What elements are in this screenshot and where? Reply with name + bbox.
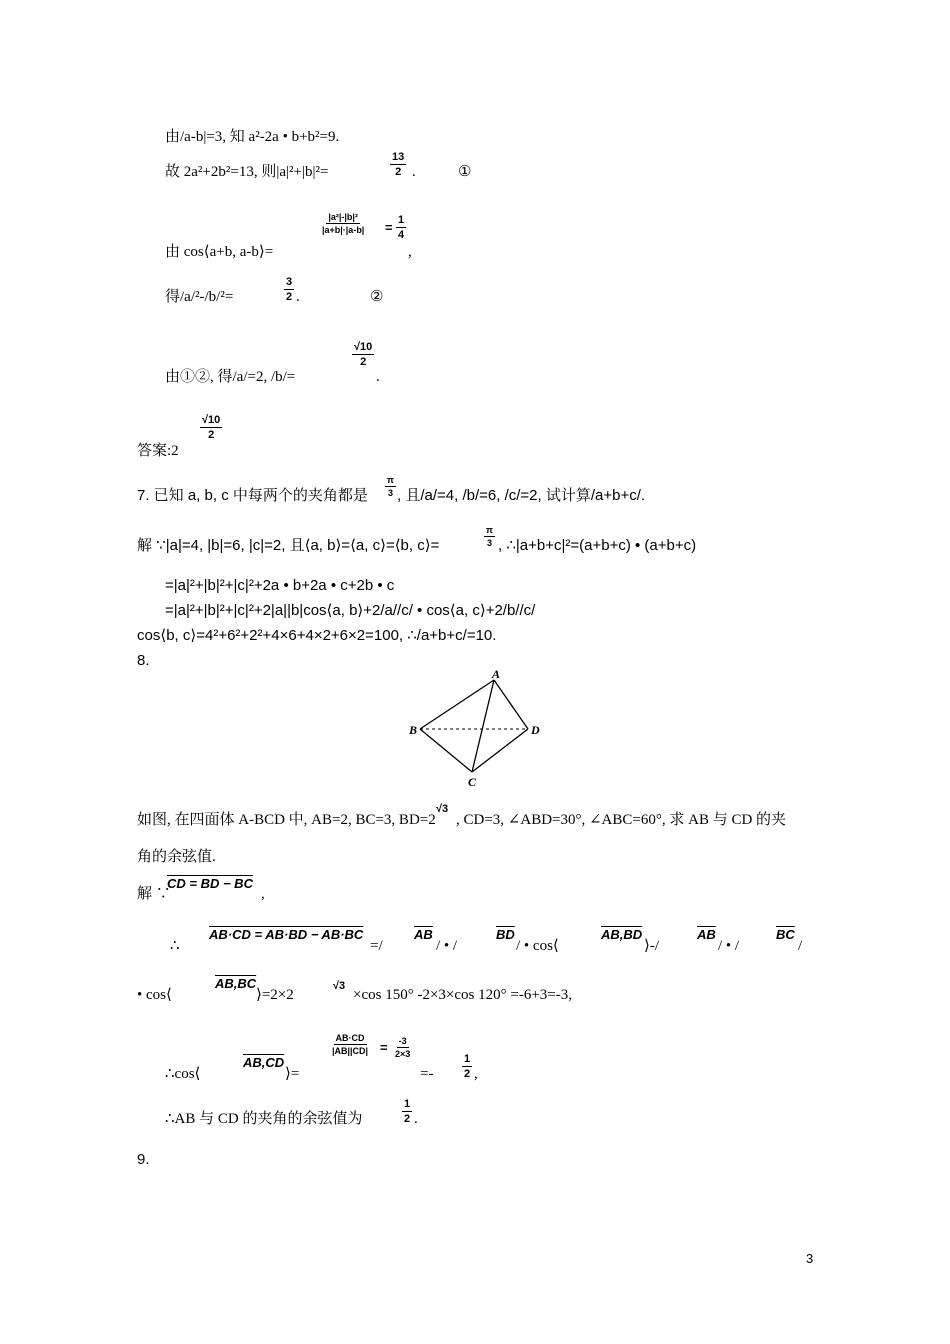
comma: ,: [474, 1066, 478, 1082]
line-4: 得/a/²-/b/²=: [165, 289, 234, 305]
sqrt-3: √3: [436, 803, 449, 815]
problem-7-solution-1: 解 ∵|a|=4, |b|=6, |c|=2, 且⟨a, b⟩=⟨a, c⟩=⟨b, c⟩=: [137, 537, 440, 554]
vector-bc: $\overline{BC}$: [776, 927, 795, 942]
problem-7-statement-tail: , 且/a/=4, /b/=6, /c/=2, 试计算/a+b+c/.: [397, 487, 646, 504]
problem-7-solution-1-tail: , ∴|a+b+c|²=(a+b+c) • (a+b+c): [498, 537, 697, 554]
circle-one: ①: [458, 164, 472, 180]
equals-minus: =-: [420, 1066, 434, 1082]
fraction-pi-over-3-b: $\frac{\pi}{3}$: [486, 525, 493, 548]
answer-line: 答案:2: [137, 443, 179, 459]
comma: ,: [408, 244, 412, 260]
equals: ⟩=: [285, 1066, 300, 1082]
line-2: 故 2a²+2b²=13, 则|a|²+|b|²=: [165, 164, 329, 180]
equals-slash: =/: [370, 938, 383, 954]
vector-ab-cd: AB,CD: [243, 1055, 285, 1070]
circle-two: ②: [370, 289, 384, 305]
vector-equation-cd: CD = BD − BC: [167, 876, 253, 891]
period: .: [412, 164, 416, 180]
fraction-1-over-2: $\frac{1}{2}$: [464, 1053, 471, 1080]
sqrt-3-b: √3: [333, 980, 346, 992]
fraction-3-over-2: $\frac{3}{2}$: [286, 276, 293, 303]
problem-9-number: 9.: [137, 1151, 150, 1168]
problem-7-statement: 7. 已知 a, b, c 中每两个的夹角都是: [137, 487, 368, 504]
fraction-13-over-2: $\frac{13}{2}$: [392, 151, 405, 178]
line-3: 由 cos⟨a+b, a-b⟩=: [165, 244, 274, 260]
vector-dot-equation: AB·CD = AB·BD − AB·BC: [209, 927, 364, 942]
vector-bd: $\overline{BD}$: [496, 927, 515, 942]
problem-8-number: 8.: [137, 652, 150, 669]
fraction-pi-over-3: $\frac{\pi}{3}$: [387, 475, 394, 498]
period: .: [414, 1111, 418, 1127]
page-number: 3: [806, 1251, 814, 1266]
cos-prefix: • cos⟨: [137, 987, 172, 1003]
problem-7-solution-3: =|a|²+|b|²+|c|²+2|a||b|cos⟨a, b⟩+2/a//c/ • cos⟨a, c⟩+2/b//c/: [165, 602, 536, 619]
cos-prefix: / • cos⟨: [516, 938, 559, 954]
line-5: 由①②, 得/a/=2, /b/=: [165, 369, 296, 385]
period: .: [376, 369, 380, 385]
fraction-sqrt10-over-2-answer: $\frac{√10}{2}$: [202, 414, 221, 441]
separator: / • /: [718, 938, 740, 954]
vector-ab-bd: AB,BD: [601, 927, 643, 942]
therefore-sign: ∴: [170, 938, 180, 954]
tetrahedron-figure: [400, 668, 550, 790]
problem-8-line-3: ⟩=2×2: [256, 987, 294, 1003]
problem-8-line-3-rest: ×cos 150° -2×3×cos 120° =-6+3=-3,: [353, 987, 572, 1003]
fraction-neg3-over-6: $\frac{-3}{2\times 3}$: [395, 1036, 411, 1059]
fraction-sqrt10-over-2: $\frac{√10}{2}$: [354, 341, 373, 368]
fraction-cos-formula: $\frac{\text{|a²|-|b|²}}{|a+b|\cdot|a-b|}$: [322, 212, 365, 235]
problem-7-solution-2: =|a|²+|b|²+|c|²+2a • b+2a • c+2b • c: [165, 577, 395, 594]
problem-8-solution-label: 解 ∵: [137, 886, 171, 902]
problem-8-statement: 如图, 在四面体 A-BCD 中, AB=2, BC=3, BD=2: [137, 812, 436, 828]
vector-ab-2: $\overline{AB}$: [697, 927, 716, 942]
separator: / • /: [436, 938, 458, 954]
fraction-ab-cd: $\frac{AB\cdot CD}{|AB||CD|}$: [332, 1033, 369, 1056]
separator: /: [798, 938, 803, 954]
vertex-label-b: B: [409, 723, 418, 737]
problem-8-conclusion: ∴AB 与 CD 的夹角的余弦值为: [165, 1111, 363, 1127]
cos-tail: ⟩-/: [644, 938, 660, 954]
equals-sign: =: [380, 1040, 388, 1055]
fraction-1-over-2-b: $\frac{1}{2}$: [404, 1098, 411, 1125]
comma: ,: [261, 886, 265, 902]
equals-sign: =: [385, 220, 393, 235]
line-1: 由/a-b|=3, 知 a²-2a • b+b²=9.: [165, 129, 340, 145]
problem-8-statement-tail: , CD=3, ∠ABD=30°, ∠ABC=60°, 求 AB 与 CD 的夹: [456, 812, 787, 828]
vector-ab: $\overline{AB}$: [414, 927, 433, 942]
period: .: [296, 289, 300, 305]
therefore-cos: ∴cos⟨: [165, 1066, 201, 1082]
vertex-label-d: D: [531, 723, 540, 737]
vertex-label-a: A: [492, 668, 501, 681]
problem-7-solution-4: cos⟨b, c⟩=4²+6²+2²+4×6+4×2+6×2=100, ∴/a+b+c/=10.: [137, 627, 497, 644]
fraction-1-over-4: $\frac{1}{4}$: [398, 214, 405, 241]
problem-8-statement-2: 角的余弦值.: [137, 849, 216, 865]
vector-ab-bc: AB,BC: [215, 976, 257, 991]
vertex-label-c: C: [468, 775, 477, 789]
